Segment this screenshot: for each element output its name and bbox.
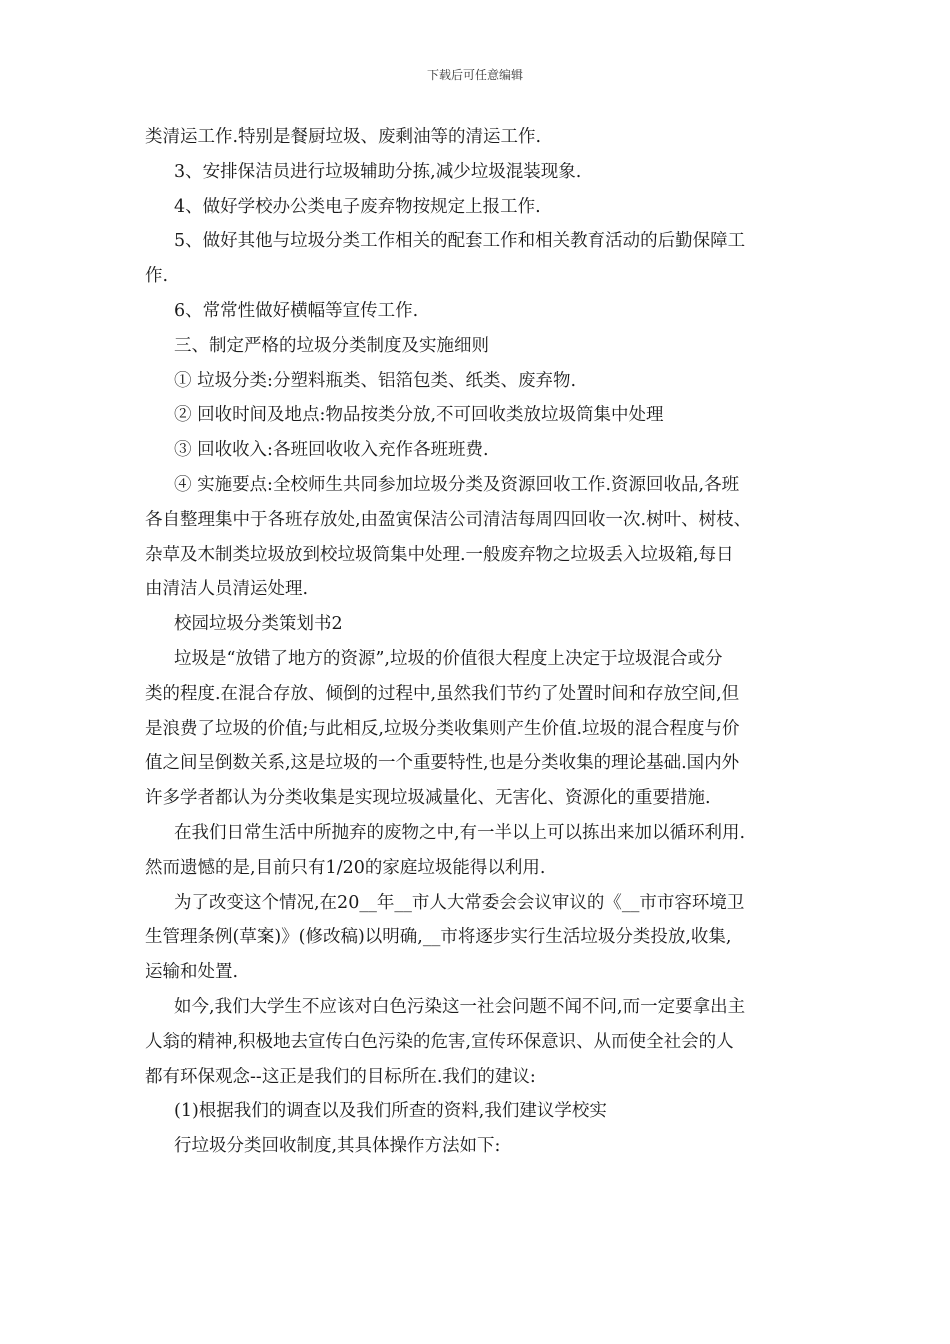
paragraph-line: 由清洁人员清运处理. [145,579,309,600]
paragraph-line: 各自整理集中于各班存放处,由盈寅保洁公司清洁每周四回收一次.树叶、树枝、 [145,509,752,530]
list-item: 4、做好学校办公类电子废弃物按规定上报工作. [174,196,541,217]
paragraph-line: 是浪费了垃圾的价值;与此相反,垃圾分类收集则产生价值.垃圾的混合程度与价 [145,718,740,739]
paragraph-line: 作. [145,266,169,287]
paragraph-line: 为了改变这个情况,在20__年__市人大常委会会议审议的《__市市容环境卫 [174,892,745,913]
list-item: ④ 实施要点:全校师生共同参加垃圾分类及资源回收工作.资源回收品,各班 [174,474,740,495]
list-item: ① 垃圾分类:分塑料瓶类、铝箔包类、纸类、废弃物. [174,370,577,391]
paragraph-line: 人翁的精神,积极地去宣传白色污染的危害,宣传环保意识、从而使全社会的人 [145,1031,734,1052]
paragraph-line: 运输和处置. [145,962,239,983]
document-body [145,120,811,1164]
section-title: 校园垃圾分类策划书2 [174,614,343,635]
paragraph-line: 类的程度.在混合存放、倾倒的过程中,虽然我们节约了处置时间和存放空间,但 [145,683,740,704]
page-header: 下载后可任意编辑 [426,68,523,82]
paragraph-line: 垃圾是“放错了地方的资源”,垃圾的价值很大程度上决定于垃圾混合或分 [174,648,723,669]
list-item: 3、安排保洁员进行垃圾辅助分拣,减少垃圾混装现象. [174,161,582,182]
list-item: ③ 回收收入:各班回收收入充作各班班费. [174,440,489,461]
paragraph-line: 然而遗憾的是,目前只有1/20的家庭垃圾能得以利用. [145,857,546,878]
paragraph-line: 类清运工作.特别是餐厨垃圾、废剩油等的清运工作. [145,127,542,147]
paragraph-line: 都有环保观念--这正是我们的目标所在.我们的建议: [145,1066,536,1087]
paragraph-line: 值之间呈倒数关系,这是垃圾的一个重要特性,也是分类收集的理论基础.国内外 [145,753,740,774]
paragraph-line: 行垃圾分类回收制度,其具体操作方法如下: [174,1136,501,1157]
section-heading: 三、制定严格的垃圾分类制度及实施细则 [174,335,489,356]
paragraph-line: 生管理条例(草案)》(修改稿)以明确,__市将逐步实行生活垃圾分类投放,收集, [145,927,732,948]
paragraph-line: 如今,我们大学生不应该对白色污染这一社会问题不闻不问,而一定要拿出主 [174,996,746,1017]
list-item: 6、常常性做好横幅等宣传工作. [174,300,419,321]
paragraph-line: 许多学者都认为分类收集是实现垃圾减量化、无害化、资源化的重要措施. [145,788,711,809]
paragraph-line: 在我们日常生活中所抛弃的废物之中,有一半以上可以拣出来加以循环利用. [174,822,746,843]
list-item: 5、做好其他与垃圾分类工作相关的配套工作和相关教育活动的后勤保障工 [174,231,746,252]
paragraph-line: 杂草及木制类垃圾放到校垃圾筒集中处理.一般废弃物之垃圾丢入垃圾箱,每日 [145,544,734,565]
list-item: (1)根据我们的调查以及我们所查的资料,我们建议学校实 [174,1101,607,1122]
list-item: ② 回收时间及地点:物品按类分放,不可回收类放垃圾筒集中处理 [174,405,664,426]
